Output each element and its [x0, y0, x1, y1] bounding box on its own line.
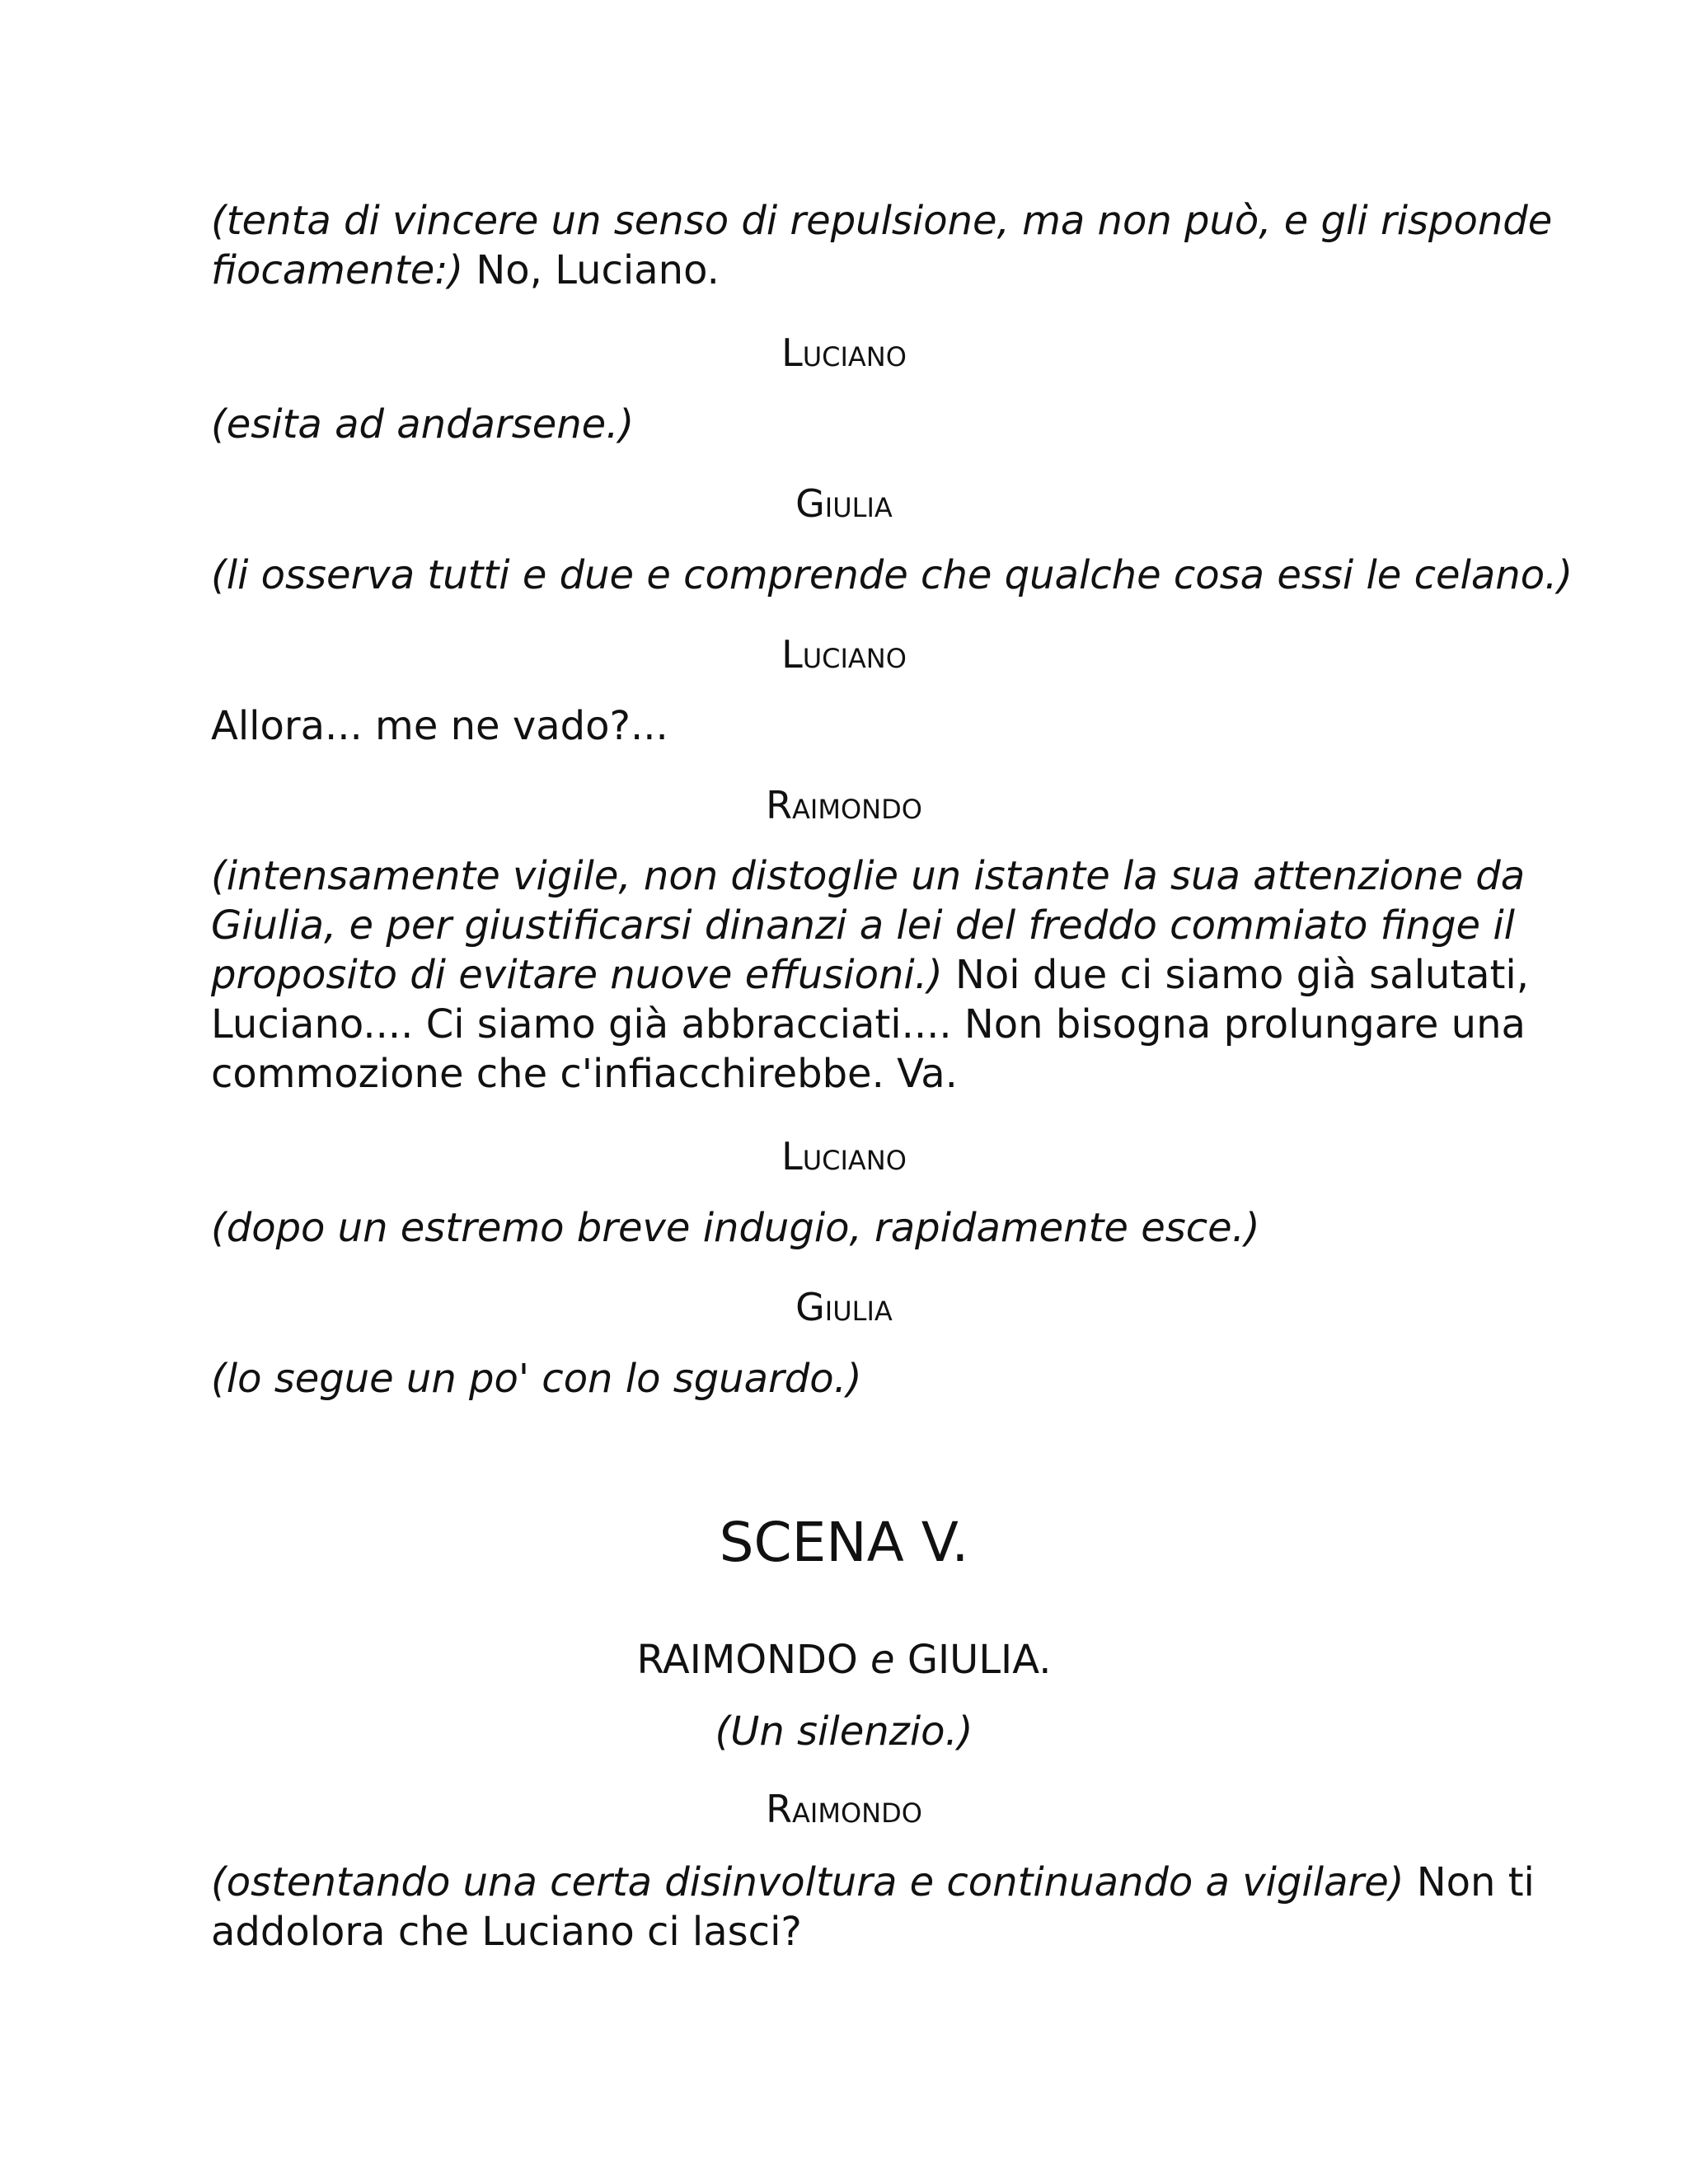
scene-characters: RAIMONDO e GIULIA. — [636, 1637, 1052, 1683]
stage-direction: (tenta di vincere un senso di repulsione, ma non può, e gli risponde — [211, 198, 1553, 244]
dialogue-line: Allora... me ne vado?... — [211, 703, 668, 749]
dialogue-line: commozione che c'infiacchirebbe. Va. — [211, 1051, 958, 1097]
speaker-name: Luciano — [781, 330, 907, 375]
stage-direction: (lo segue un po' con lo sguardo.) — [211, 1356, 862, 1402]
scene-title: SCENA V. — [719, 1511, 969, 1574]
dialogue-line: Luciano.... Ci siamo già abbracciati.... Non bisogna prolungare una — [211, 1001, 1526, 1047]
stage-direction: (ostentando una certa disinvoltura e continuando a vigilare) Non ti — [211, 1859, 1535, 1905]
speaker-name: Giulia — [795, 481, 893, 526]
stage-direction: Giulia, e per giustificarsi dinanzi a lei del freddo commiato finge il — [211, 902, 1516, 949]
speaker-name: Luciano — [781, 632, 907, 677]
speaker-name: Raimondo — [766, 1787, 922, 1831]
scene-stage-direction: (Un silenzio.) — [715, 1708, 973, 1755]
speaker-name: Giulia — [795, 1285, 893, 1329]
stage-direction: (li osserva tutti e due e comprende che qualche cosa essi le celano.) — [211, 552, 1573, 598]
dialogue-line: addolora che Luciano ci lasci? — [211, 1909, 802, 1955]
stage-direction: (dopo un estremo breve indugio, rapidamente esce.) — [211, 1205, 1260, 1251]
speaker-name: Raimondo — [766, 783, 922, 827]
stage-direction: (esita ad andarsene.) — [211, 401, 635, 448]
dialogue-line: fiocamente:) No, Luciano. — [211, 247, 720, 293]
dialogue-line: proposito di evitare nuove effusioni.) Noi due ci siamo già salutati, — [211, 952, 1529, 998]
speaker-name: Luciano — [781, 1134, 907, 1179]
stage-direction: (intensamente vigile, non distoglie un istante la sua attenzione da — [211, 853, 1526, 899]
